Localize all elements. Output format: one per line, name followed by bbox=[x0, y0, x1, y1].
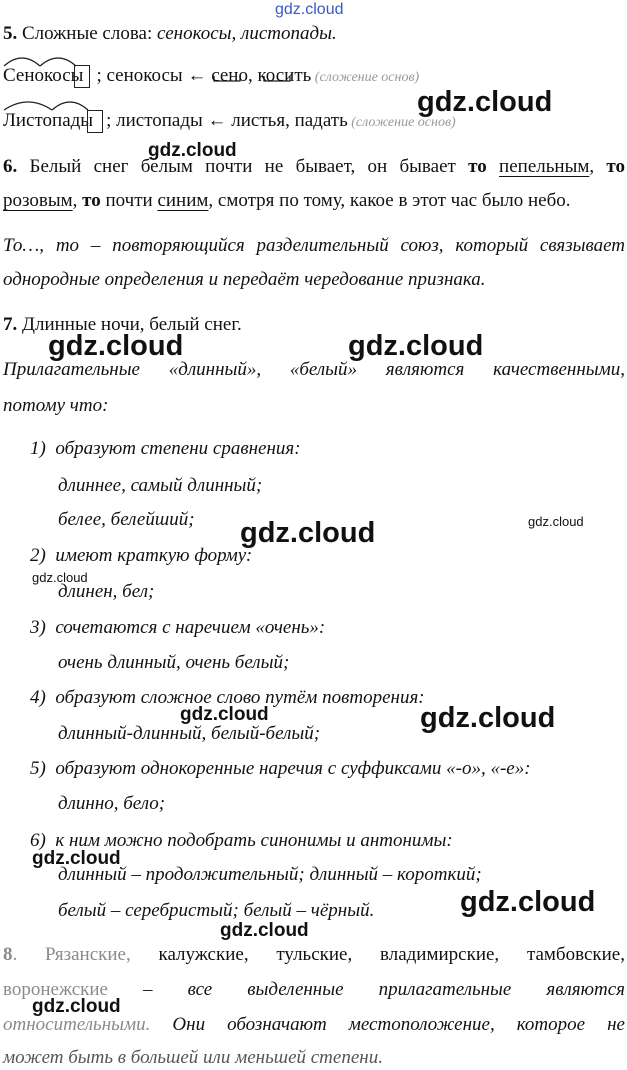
sep: ; bbox=[96, 65, 102, 86]
list-item bbox=[30, 437, 301, 461]
faded-text: воронежские bbox=[3, 979, 108, 1000]
task6-comment-2: однородные определения и передаёт чередование признака. bbox=[3, 269, 486, 290]
task5-row2 bbox=[3, 109, 456, 135]
text: – все выделенные прилагательные являются bbox=[108, 979, 625, 1000]
example: длинный – продолжительный; длинный – короткий; bbox=[58, 864, 482, 885]
task6-comment-1: То…, то – повторяющийся разделительный союз, который связывает bbox=[3, 235, 625, 256]
task5-heading bbox=[3, 22, 337, 46]
comma: , bbox=[72, 190, 83, 211]
sentence: Длинные ночи, белый снег. bbox=[17, 314, 242, 335]
task5-row1 bbox=[3, 64, 419, 90]
task6-line2 bbox=[3, 189, 571, 213]
text: калужские, тульские, владимирские, тамбовские, bbox=[158, 944, 625, 965]
watermark: gdz.cloud bbox=[48, 330, 184, 362]
watermark-top: gdz.cloud bbox=[275, 1, 344, 18]
faded-text: относительными. bbox=[3, 1014, 151, 1035]
conj: то bbox=[606, 156, 626, 177]
note: (сложение основ) bbox=[311, 70, 420, 85]
comma: , bbox=[285, 110, 295, 131]
derivation: сенокосы ← bbox=[101, 65, 212, 86]
example: длинно, бело; bbox=[58, 793, 166, 814]
list-item bbox=[30, 616, 325, 640]
task-number: 6. bbox=[3, 156, 18, 177]
task7-intro-1: Прилагательные «длинный», «белый» являются качественными, bbox=[3, 359, 625, 380]
example: длинен, бел; bbox=[58, 581, 155, 602]
list-item bbox=[30, 757, 531, 781]
text: почти bbox=[100, 190, 158, 211]
task6-line1 bbox=[3, 155, 625, 179]
task-number: 7. bbox=[3, 314, 18, 335]
heading-text: Сложные слова: bbox=[22, 23, 158, 44]
watermark: gdz.cloud bbox=[240, 517, 376, 549]
watermark: gdz.cloud bbox=[460, 886, 596, 918]
item-text: образуют однокоренные наречия с суффиксами «-о», «-е»: bbox=[55, 758, 531, 779]
text: Белый снег белым почти не бывает, он бывает bbox=[17, 156, 469, 177]
underlined-word: синим bbox=[157, 190, 209, 211]
watermark: gdz.cloud bbox=[32, 848, 121, 869]
task8-line4: может быть в большей или меньшей степени. bbox=[3, 1047, 383, 1068]
item-text: имеют краткую форму: bbox=[55, 545, 253, 566]
list-item bbox=[30, 544, 252, 568]
watermark: gdz.cloud bbox=[148, 140, 237, 161]
sep: ; bbox=[106, 110, 112, 131]
text: , смотря по тому, какое в этот час было небо. bbox=[208, 190, 571, 211]
item-number: 6) bbox=[30, 830, 46, 851]
task7-intro-2: потому что: bbox=[3, 395, 109, 416]
example: длиннее, самый длинный; bbox=[58, 475, 263, 496]
task-number: 5. bbox=[3, 23, 18, 44]
word: Сенокосы bbox=[3, 65, 84, 86]
root: косить bbox=[257, 65, 312, 86]
space bbox=[487, 156, 499, 177]
watermark: gdz.cloud bbox=[420, 702, 556, 734]
watermark: gdz.cloud bbox=[220, 920, 309, 941]
underlined-word: пепельным bbox=[499, 156, 590, 177]
item-number: 5) bbox=[30, 758, 46, 779]
faded-text: . Рязанские, bbox=[12, 944, 159, 965]
item-text: образуют сложное слово путём повторения: bbox=[55, 687, 425, 708]
watermark: gdz.cloud bbox=[180, 704, 269, 725]
comma: , bbox=[247, 65, 258, 86]
watermark: gdz.cloud bbox=[32, 570, 88, 585]
comma: , bbox=[589, 156, 595, 177]
item-number: 4) bbox=[30, 687, 46, 708]
word: Листопады bbox=[3, 110, 94, 131]
example: длинный-длинный, белый-белый; bbox=[58, 723, 321, 744]
item-number: 1) bbox=[30, 438, 46, 459]
watermark: gdz.cloud bbox=[348, 330, 484, 362]
underlined-word: розовым bbox=[3, 190, 73, 211]
root: сено bbox=[211, 65, 248, 86]
note: (сложение основ) bbox=[347, 115, 456, 130]
task-number: 8 bbox=[3, 944, 13, 965]
task8-line1 bbox=[3, 943, 625, 967]
item-number: 2) bbox=[30, 545, 46, 566]
item-text: образуют степени сравнения: bbox=[55, 438, 301, 459]
item-text: сочетаются с наречием «очень»: bbox=[55, 617, 326, 638]
item-text: к ним можно подобрать синонимы и антонимы: bbox=[55, 830, 453, 851]
example: очень длинный, очень белый; bbox=[58, 652, 290, 673]
text: Они обозначают местоположение, которое не bbox=[150, 1014, 625, 1035]
item-number: 3) bbox=[30, 617, 46, 638]
conj: то bbox=[82, 190, 101, 211]
example: белый – серебристый; белый – чёрный. bbox=[58, 900, 375, 921]
derivation: листопады ← bbox=[111, 110, 232, 131]
root: листья bbox=[231, 110, 286, 131]
heading-words: сенокосы, листопады. bbox=[157, 23, 337, 44]
example: белее, белейший; bbox=[58, 509, 195, 530]
watermark: gdz.cloud bbox=[417, 86, 553, 118]
watermark: gdz.cloud bbox=[32, 996, 121, 1017]
root: падать bbox=[294, 110, 348, 131]
conj: то bbox=[468, 156, 487, 177]
watermark: gdz.cloud bbox=[528, 514, 584, 529]
